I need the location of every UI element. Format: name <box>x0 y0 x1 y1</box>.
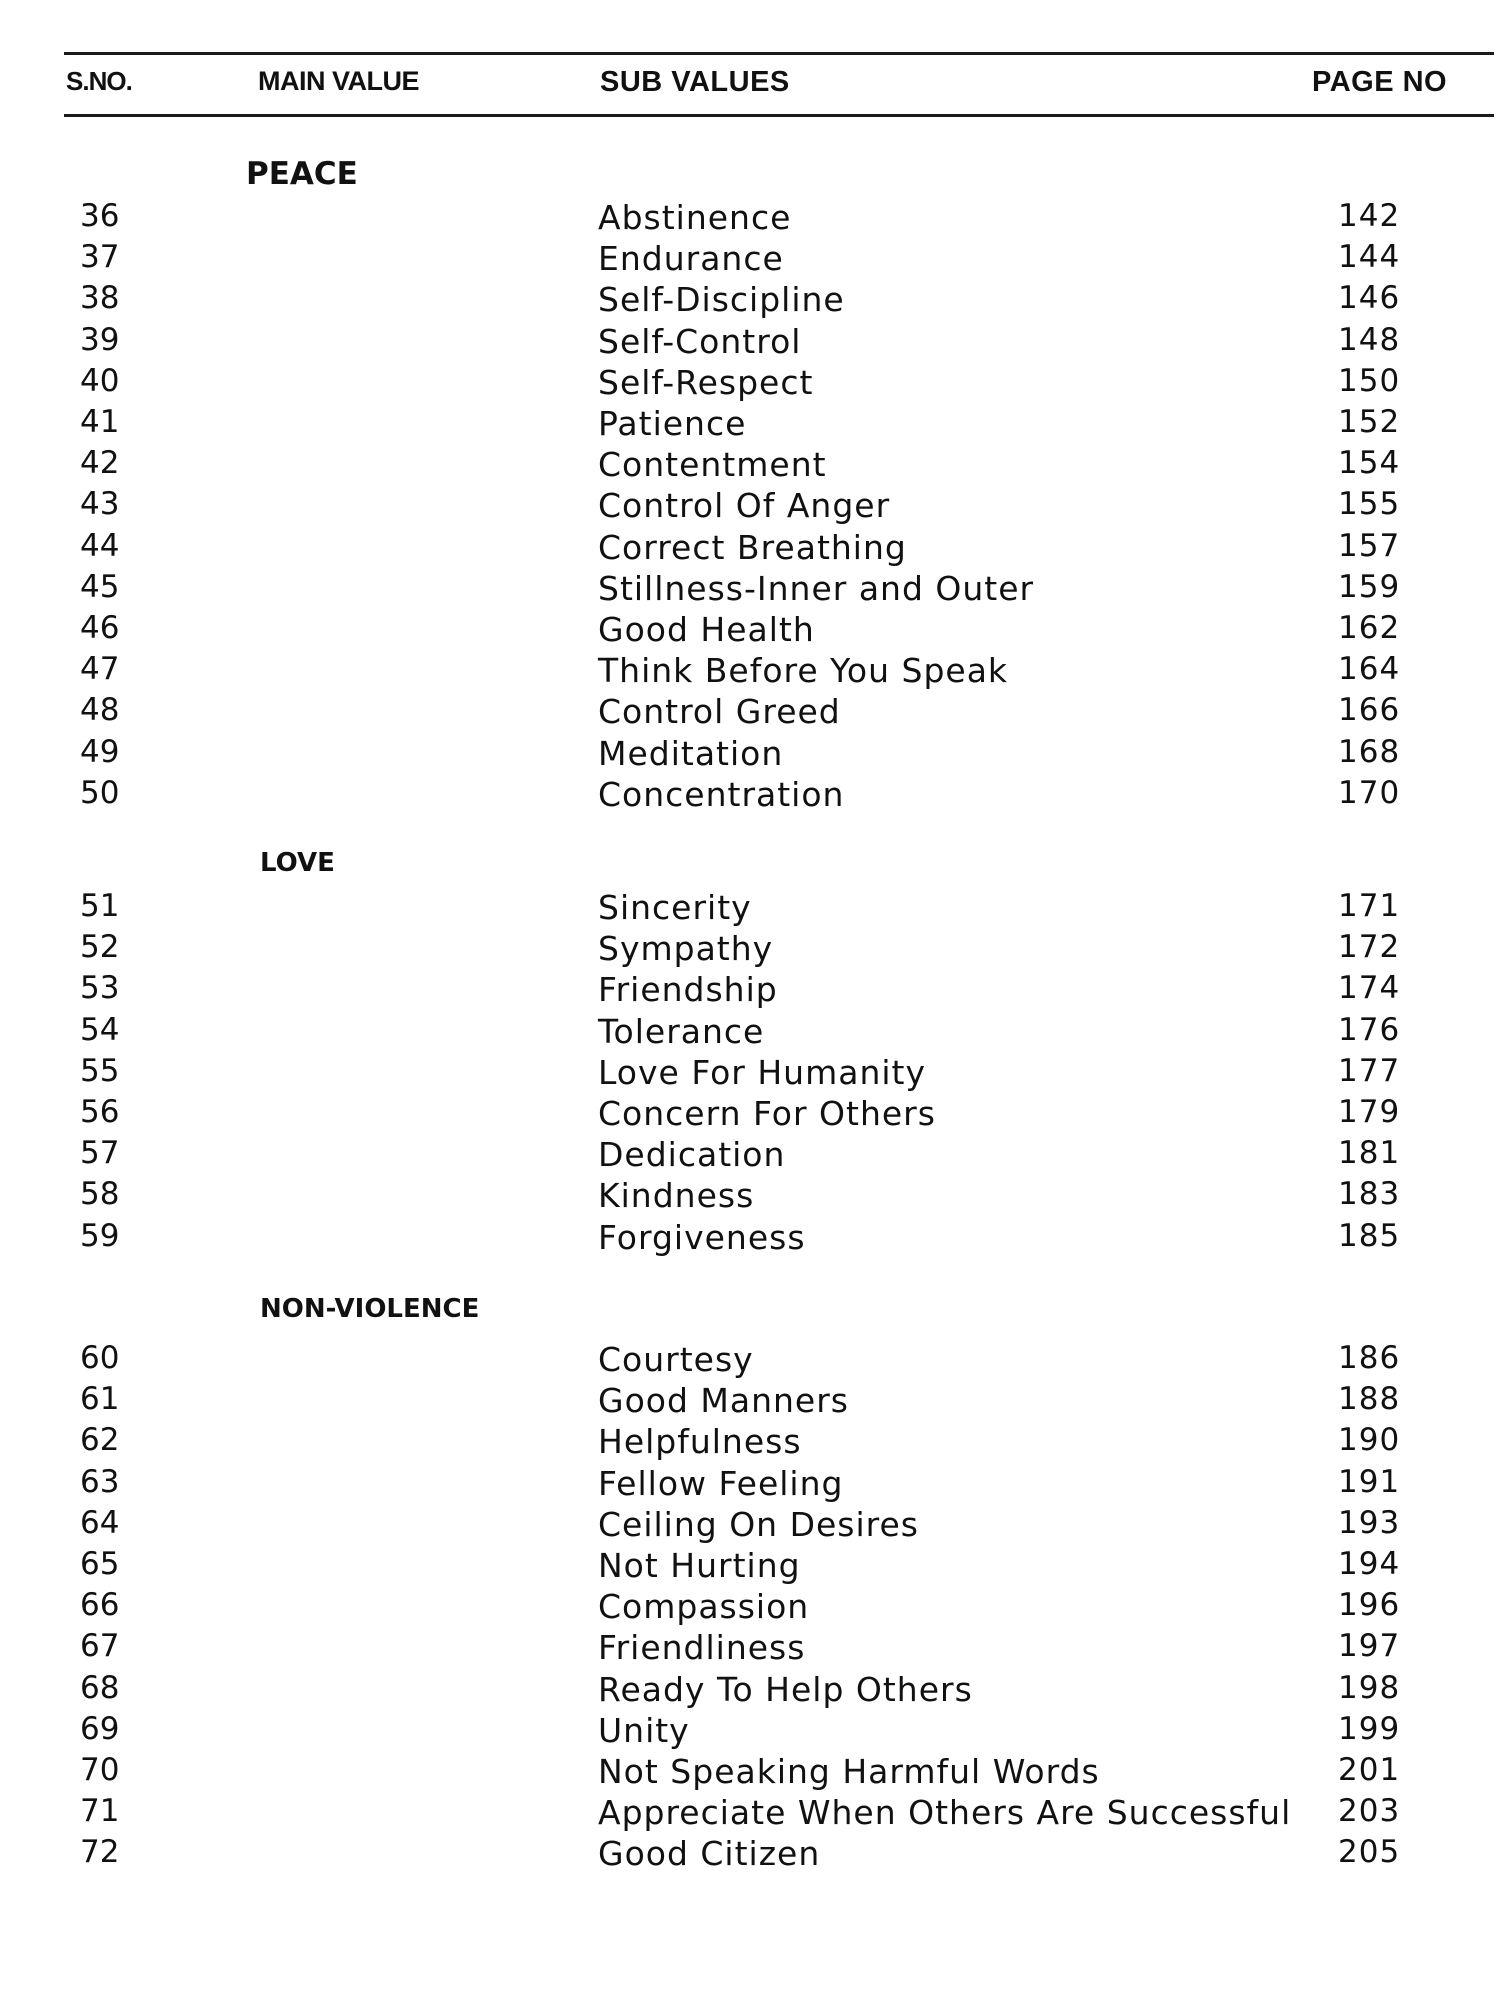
table-row <box>0 1218 1500 1258</box>
serial-number: 37 <box>80 239 120 275</box>
sub-value: Good Health <box>598 610 815 649</box>
serial-number: 49 <box>80 734 120 770</box>
table-row <box>0 970 1500 1010</box>
page-number: 177 <box>1338 1053 1401 1089</box>
sub-value: Patience <box>598 404 747 443</box>
table-row <box>0 1012 1500 1052</box>
page-number: 190 <box>1338 1422 1401 1458</box>
column-header-sno: S.NO. <box>66 66 132 96</box>
sub-value: Sympathy <box>598 929 774 968</box>
page-number: 171 <box>1338 888 1401 924</box>
serial-number: 64 <box>80 1505 120 1541</box>
column-header-sub-values: SUB VALUES <box>600 66 790 98</box>
table-row <box>0 1546 1500 1586</box>
serial-number: 42 <box>80 445 120 481</box>
page-number: 183 <box>1338 1176 1401 1212</box>
sub-value: Self-Control <box>598 322 802 361</box>
page-number: 174 <box>1338 970 1401 1006</box>
serial-number: 56 <box>80 1094 120 1130</box>
sub-value: Good Citizen <box>598 1834 821 1873</box>
page-number: 176 <box>1338 1012 1401 1048</box>
table-row <box>0 775 1500 815</box>
page-number: 179 <box>1338 1094 1401 1130</box>
page-number: 154 <box>1338 445 1401 481</box>
table-row <box>0 1587 1500 1627</box>
sub-value: Sincerity <box>598 888 752 927</box>
page-number: 159 <box>1338 569 1401 605</box>
sub-value: Kindness <box>598 1176 755 1215</box>
page-number: 142 <box>1338 198 1401 234</box>
sub-value: Self-Discipline <box>598 280 845 319</box>
sub-value: Meditation <box>598 734 784 773</box>
serial-number: 66 <box>80 1587 120 1623</box>
serial-number: 40 <box>80 363 120 399</box>
table-header-rule <box>64 114 1494 117</box>
column-header-main-value: MAIN VALUE <box>258 66 419 96</box>
page-number: 148 <box>1338 322 1401 358</box>
sub-value: Correct Breathing <box>598 528 907 567</box>
page-number: 144 <box>1338 239 1401 275</box>
serial-number: 71 <box>80 1793 120 1829</box>
table-row <box>0 1340 1500 1380</box>
table-row <box>0 888 1500 928</box>
table-row <box>0 610 1500 650</box>
sub-value: Fellow Feeling <box>598 1464 844 1503</box>
serial-number: 68 <box>80 1670 120 1706</box>
serial-number: 65 <box>80 1546 120 1582</box>
page-number: 181 <box>1338 1135 1401 1171</box>
sub-value: Not Speaking Harmful Words <box>598 1752 1100 1791</box>
sub-value: Endurance <box>598 239 784 278</box>
table-row <box>0 1752 1500 1792</box>
section-title: NON-VIOLENCE <box>260 1294 480 1324</box>
table-row <box>0 1834 1500 1874</box>
page-number: 170 <box>1338 775 1401 811</box>
page-number: 199 <box>1338 1711 1401 1747</box>
table-row <box>0 1381 1500 1421</box>
sub-value: Good Manners <box>598 1381 849 1420</box>
serial-number: 44 <box>80 528 120 564</box>
sub-value: Friendliness <box>598 1628 806 1667</box>
table-row <box>0 198 1500 238</box>
table-row <box>0 1628 1500 1668</box>
sub-value: Self-Respect <box>598 363 814 402</box>
table-row <box>0 651 1500 691</box>
table-row <box>0 528 1500 568</box>
table-row <box>0 1176 1500 1216</box>
sub-value: Stillness-Inner and Outer <box>598 569 1035 608</box>
serial-number: 61 <box>80 1381 120 1417</box>
table-row <box>0 239 1500 279</box>
page-number: 188 <box>1338 1381 1401 1417</box>
serial-number: 55 <box>80 1053 120 1089</box>
table-row <box>0 404 1500 444</box>
serial-number: 45 <box>80 569 120 605</box>
serial-number: 57 <box>80 1135 120 1171</box>
column-header-page-no: PAGE NO <box>1312 66 1448 98</box>
serial-number: 58 <box>80 1176 120 1212</box>
serial-number: 48 <box>80 692 120 728</box>
sub-value: Tolerance <box>598 1012 765 1051</box>
page-number: 205 <box>1338 1834 1401 1870</box>
serial-number: 47 <box>80 651 120 687</box>
page-number: 201 <box>1338 1752 1401 1788</box>
sub-value: Friendship <box>598 970 778 1009</box>
serial-number: 54 <box>80 1012 120 1048</box>
table-row <box>0 1505 1500 1545</box>
sub-value: Contentment <box>598 445 827 484</box>
table-row <box>0 929 1500 969</box>
table-row <box>0 445 1500 485</box>
sub-value: Not Hurting <box>598 1546 801 1585</box>
table-row <box>0 734 1500 774</box>
sub-value: Courtesy <box>598 1340 754 1379</box>
page-number: 146 <box>1338 280 1401 316</box>
sub-value: Ready To Help Others <box>598 1670 973 1709</box>
serial-number: 36 <box>80 198 120 234</box>
sub-value: Concern For Others <box>598 1094 936 1133</box>
serial-number: 67 <box>80 1628 120 1664</box>
sub-value: Think Before You Speak <box>598 651 1009 690</box>
table-row <box>0 1711 1500 1751</box>
page-number: 164 <box>1338 651 1401 687</box>
page-number: 197 <box>1338 1628 1401 1664</box>
page-number: 185 <box>1338 1218 1401 1254</box>
table-row <box>0 322 1500 362</box>
serial-number: 63 <box>80 1464 120 1500</box>
page-number: 203 <box>1338 1793 1401 1829</box>
serial-number: 59 <box>80 1218 120 1254</box>
table-row <box>0 1793 1500 1833</box>
page-number: 157 <box>1338 528 1401 564</box>
table-row <box>0 1094 1500 1134</box>
page-number: 198 <box>1338 1670 1401 1706</box>
serial-number: 72 <box>80 1834 120 1870</box>
serial-number: 46 <box>80 610 120 646</box>
sub-value: Ceiling On Desires <box>598 1505 919 1544</box>
section-title: PEACE <box>246 156 358 192</box>
sub-value: Control Greed <box>598 692 841 731</box>
page-number: 172 <box>1338 929 1401 965</box>
serial-number: 69 <box>80 1711 120 1747</box>
page-number: 186 <box>1338 1340 1401 1376</box>
sub-value: Love For Humanity <box>598 1053 927 1092</box>
table-row <box>0 1670 1500 1710</box>
sub-value: Abstinence <box>598 198 792 237</box>
sub-value: Helpfulness <box>598 1422 802 1461</box>
sub-value: Forgiveness <box>598 1218 806 1257</box>
serial-number: 51 <box>80 888 120 924</box>
page-number: 152 <box>1338 404 1401 440</box>
table-row <box>0 1135 1500 1175</box>
table-row <box>0 1464 1500 1504</box>
serial-number: 38 <box>80 280 120 316</box>
serial-number: 50 <box>80 775 120 811</box>
page-number: 155 <box>1338 486 1401 522</box>
table-row <box>0 486 1500 526</box>
page-number: 168 <box>1338 734 1401 770</box>
serial-number: 52 <box>80 929 120 965</box>
serial-number: 60 <box>80 1340 120 1376</box>
table-top-rule <box>64 52 1494 55</box>
serial-number: 39 <box>80 322 120 358</box>
serial-number: 62 <box>80 1422 120 1458</box>
page-number: 166 <box>1338 692 1401 728</box>
page-number: 196 <box>1338 1587 1401 1623</box>
sub-value: Unity <box>598 1711 690 1750</box>
sub-value: Dedication <box>598 1135 786 1174</box>
table-row <box>0 363 1500 403</box>
serial-number: 41 <box>80 404 120 440</box>
table-row <box>0 1053 1500 1093</box>
page-number: 191 <box>1338 1464 1401 1500</box>
serial-number: 53 <box>80 970 120 1006</box>
sub-value: Compassion <box>598 1587 810 1626</box>
page-number: 193 <box>1338 1505 1401 1541</box>
sub-value: Control Of Anger <box>598 486 891 525</box>
table-row <box>0 280 1500 320</box>
page-number: 150 <box>1338 363 1401 399</box>
page-number: 162 <box>1338 610 1401 646</box>
page-number: 194 <box>1338 1546 1401 1582</box>
table-row <box>0 569 1500 609</box>
table-row <box>0 692 1500 732</box>
sub-value: Appreciate When Others Are Successful <box>598 1793 1292 1832</box>
section-title: LOVE <box>260 848 335 878</box>
sub-value: Concentration <box>598 775 845 814</box>
serial-number: 43 <box>80 486 120 522</box>
serial-number: 70 <box>80 1752 120 1788</box>
table-row <box>0 1422 1500 1462</box>
